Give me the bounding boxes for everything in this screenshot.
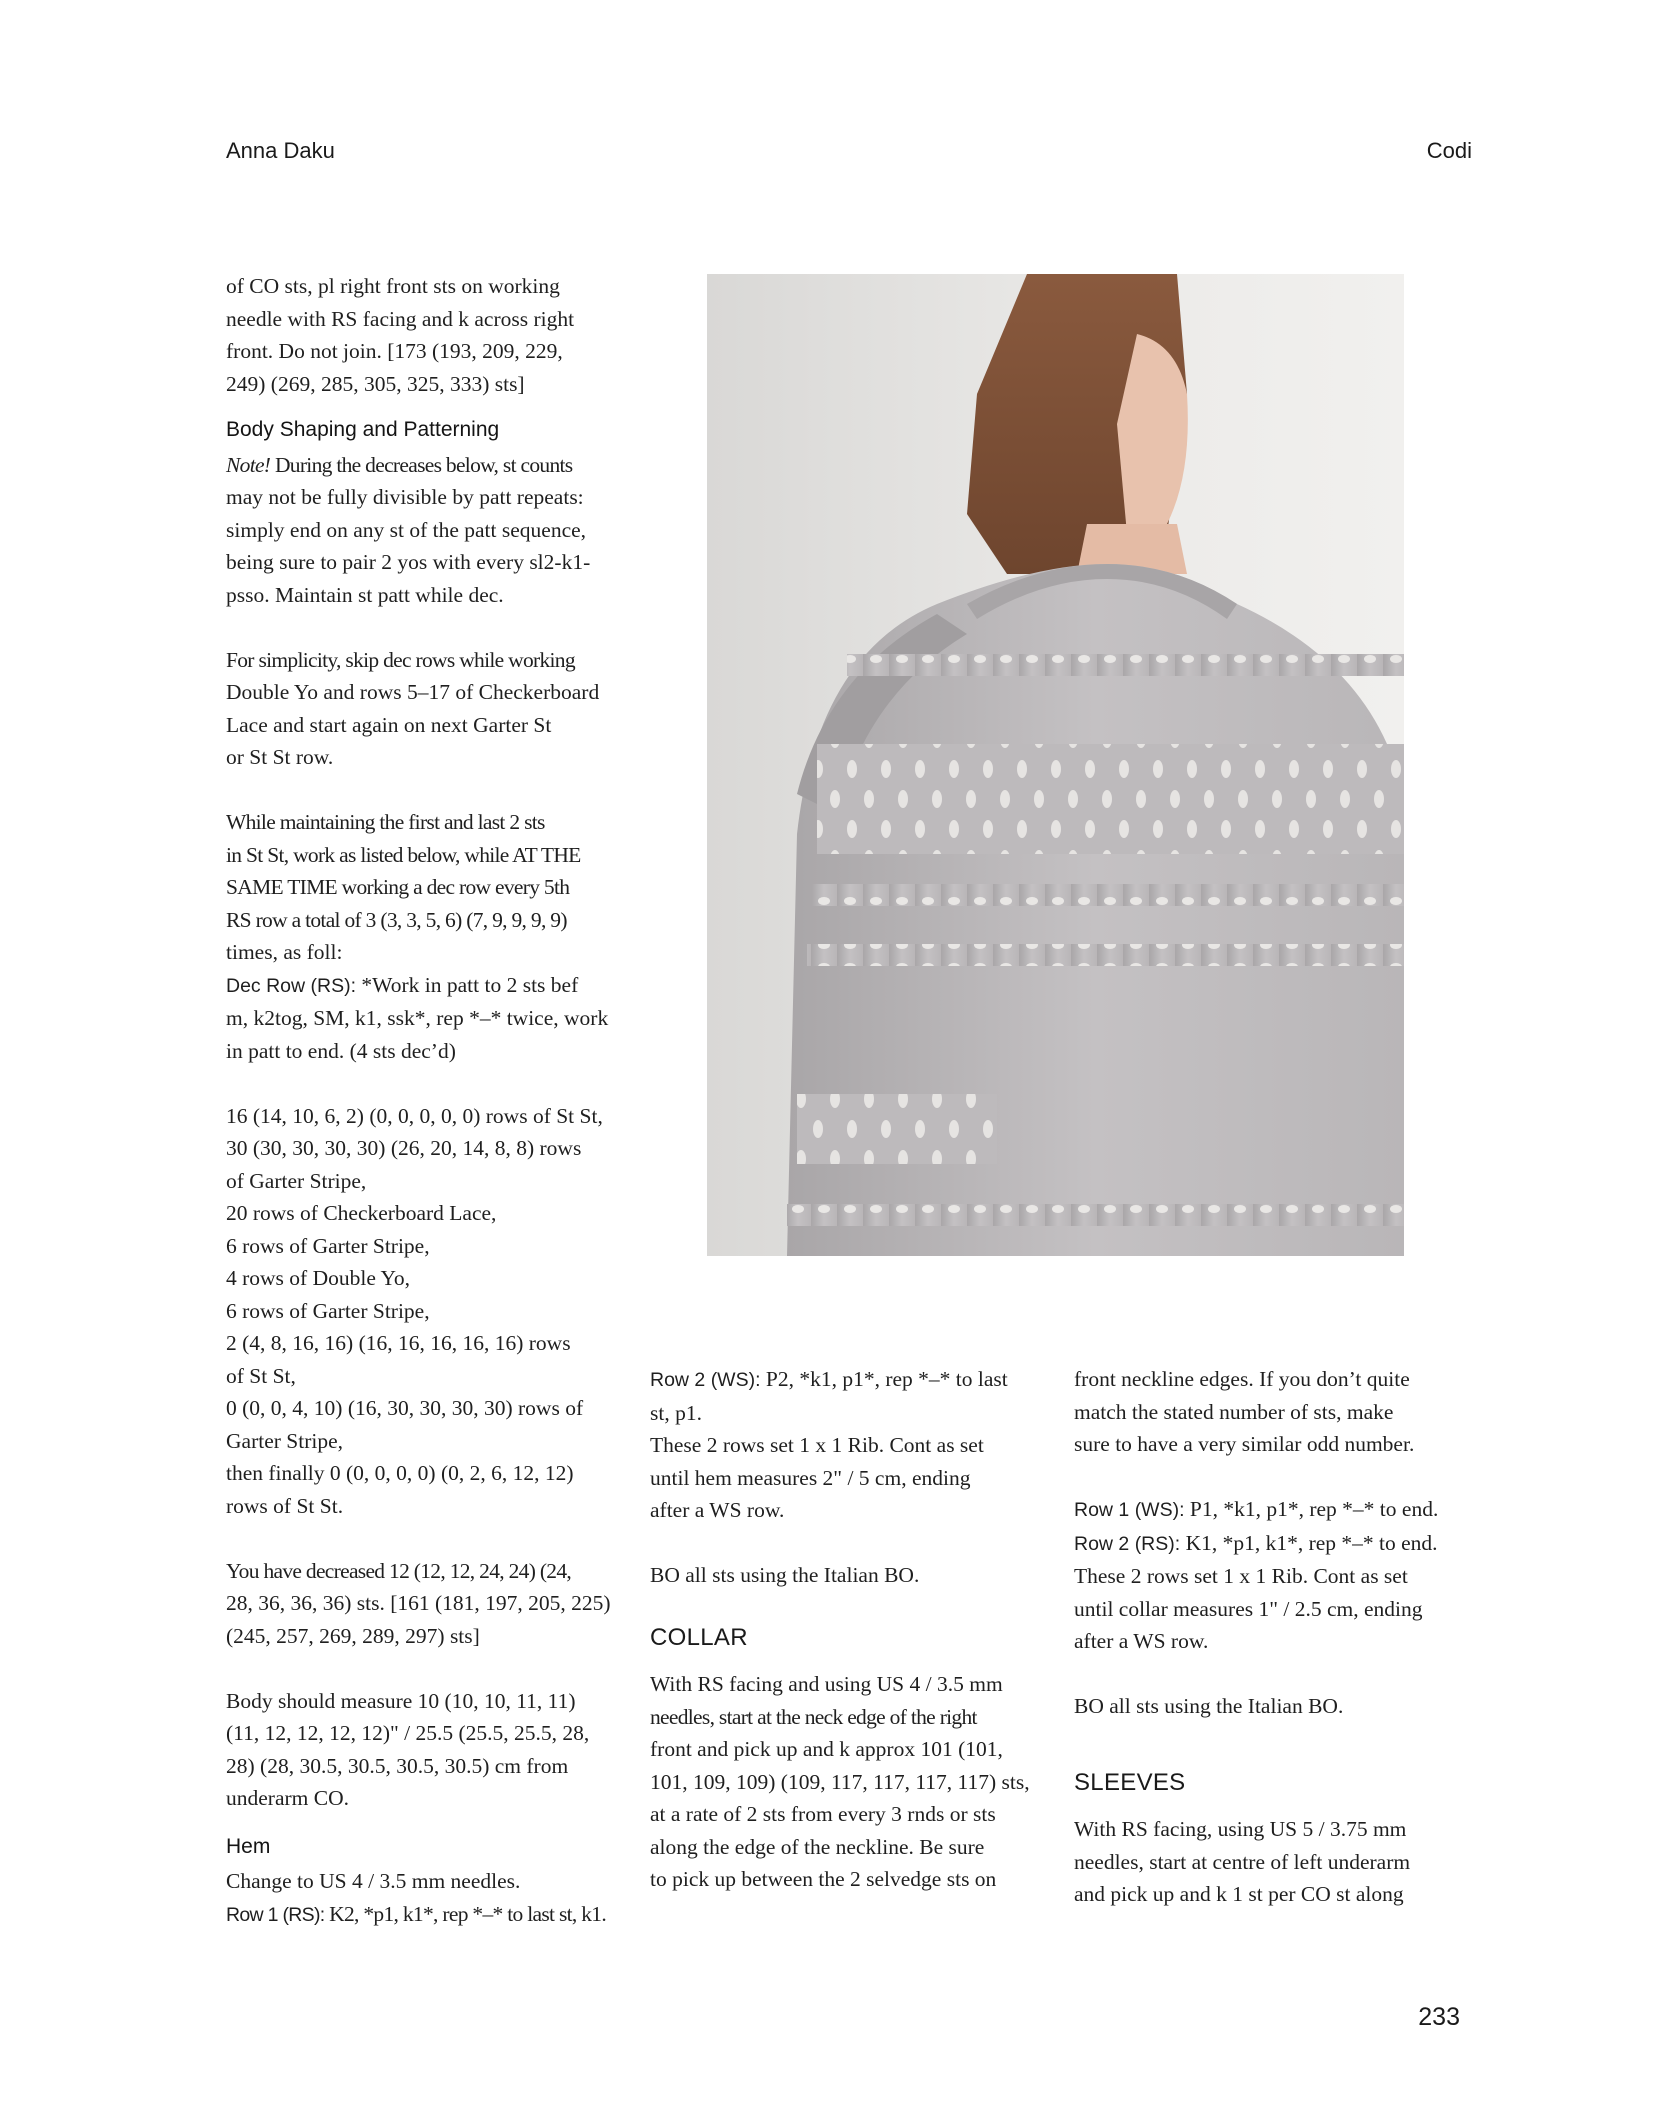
rows-list-line: 4 rows of Double Yo, bbox=[226, 1266, 410, 1290]
row2-line: until hem measures 2" / 5 cm, ending bbox=[650, 1465, 971, 1490]
collar-row2-text: K1, *p1, k1*, rep *–* to end. bbox=[1180, 1530, 1438, 1555]
rows-list-line: 16 (14, 10, 6, 2) (0, 0, 0, 0, 0) rows of St St, bbox=[226, 1103, 603, 1128]
collar-row1-text: P1, *k1, p1*, rep *–* to end. bbox=[1184, 1497, 1439, 1521]
rows-list-line: 20 rows of Checkerboard Lace, bbox=[226, 1201, 497, 1225]
rows-list-line: of St St, bbox=[226, 1363, 296, 1388]
column-3 bbox=[1074, 1363, 1469, 1911]
rows-list-line: 6 rows of Garter Stripe, bbox=[226, 1298, 430, 1323]
simplicity-line: Double Yo and rows 5–17 of Checkerboard bbox=[226, 680, 600, 704]
sleeves-line: With RS facing, using US 5 / 3.75 mm bbox=[1074, 1817, 1407, 1841]
collar-line: along the edge of the neckline. Be sure bbox=[650, 1834, 985, 1859]
collar-line: at a rate of 2 sts from every 3 rnds or sts bbox=[650, 1802, 996, 1826]
dec-row-line: m, k2tog, SM, k1, ssk*, rep *–* twice, work bbox=[226, 1006, 609, 1030]
maintaining-line: in St St, work as listed below, while AT THE bbox=[226, 842, 581, 867]
dec-row-label: Dec Row (RS): bbox=[226, 974, 357, 997]
intro-line: 249) (269, 285, 305, 325, 333) sts] bbox=[226, 371, 525, 396]
row2-line: after a WS row. bbox=[650, 1498, 785, 1522]
intro-line: of CO sts, pl right front sts on working bbox=[226, 274, 560, 298]
collar-heading: COLLAR bbox=[650, 1623, 748, 1651]
row2-line: These 2 rows set 1 x 1 Rib. Cont as set bbox=[650, 1433, 984, 1457]
hem-row1-label: Row 1 (RS): bbox=[226, 1903, 325, 1926]
collar-cont-line: front neckline edges. If you don’t quite bbox=[1074, 1367, 1410, 1391]
hem-row1-line bbox=[226, 1898, 616, 1932]
maintaining-line: SAME TIME working a dec row every 5th bbox=[226, 875, 570, 899]
dec-row-line bbox=[226, 969, 616, 1003]
collar-line: to pick up between the 2 selvedge sts on bbox=[650, 1867, 997, 1891]
hem-row1-text: K2, *p1, k1*, rep *–* to last st, k1. bbox=[324, 1901, 607, 1926]
collar-row2-line bbox=[1074, 1527, 1469, 1561]
simplicity-line: For simplicity, skip dec rows while working bbox=[226, 647, 575, 672]
collar-row1-label: Row 1 (WS): bbox=[1074, 1499, 1185, 1521]
bo-text: BO all sts using the Italian BO. bbox=[1074, 1694, 1344, 1718]
bo-text: BO all sts using the Italian BO. bbox=[650, 1563, 920, 1587]
note-line: may not be fully divisible by patt repeats: bbox=[226, 485, 584, 509]
dec-row-text: *Work in patt to 2 sts bef bbox=[356, 972, 579, 997]
collar-line: 101, 109, 109) (109, 117, 117, 117, 117) sts, bbox=[650, 1769, 1030, 1794]
page-number: 233 bbox=[1418, 2003, 1460, 2031]
row2-label: Row 2 (WS): bbox=[650, 1369, 761, 1391]
body-measure-line: underarm CO. bbox=[226, 1786, 349, 1810]
rows-list-line: Garter Stripe, bbox=[226, 1428, 344, 1453]
note-label: Note! bbox=[226, 452, 271, 477]
collar-row2-label: Row 2 (RS): bbox=[1074, 1532, 1181, 1555]
rib-line: after a WS row. bbox=[1074, 1629, 1209, 1653]
rib-line: These 2 rows set 1 x 1 Rib. Cont as set bbox=[1074, 1564, 1408, 1588]
note-line: psso. Maintain st patt while dec. bbox=[226, 582, 504, 607]
rows-list-line: 2 (4, 8, 16, 16) (16, 16, 16, 16, 16) rows bbox=[226, 1331, 571, 1355]
collar-row1-line bbox=[1074, 1493, 1469, 1527]
decreased-line: 28, 36, 36, 36) sts. [161 (181, 197, 205, 225) bbox=[226, 1591, 611, 1615]
simplicity-line: Lace and start again on next Garter St bbox=[226, 712, 552, 737]
maintaining-line: times, as foll: bbox=[226, 940, 343, 964]
hem-heading: Hem bbox=[226, 1834, 271, 1858]
sweater-photo bbox=[707, 274, 1404, 1256]
intro-line: needle with RS facing and k across right bbox=[226, 306, 575, 331]
intro-line: front. Do not join. [173 (193, 209, 229, bbox=[226, 339, 563, 363]
column-1 bbox=[226, 270, 616, 1931]
body-measure-line: 28) (28, 30.5, 30.5, 30.5, 30.5) cm from bbox=[226, 1753, 569, 1778]
rows-list-line: then finally 0 (0, 0, 0, 0) (0, 2, 6, 12, 12) bbox=[226, 1461, 574, 1485]
maintaining-line: While maintaining the first and last 2 sts bbox=[226, 810, 545, 834]
dec-row-line: in patt to end. (4 sts dec’d) bbox=[226, 1038, 456, 1063]
collar-cont-line: match the stated number of sts, make bbox=[1074, 1399, 1394, 1424]
collar-line: front and pick up and k approx 101 (101, bbox=[650, 1737, 1003, 1761]
rows-list-line: rows of St St. bbox=[226, 1493, 344, 1518]
sleeves-heading: SLEEVES bbox=[1074, 1768, 1186, 1796]
row2-line bbox=[650, 1363, 1045, 1397]
author-name: Anna Daku bbox=[226, 138, 335, 163]
body-measure-line: Body should measure 10 (10, 10, 11, 11) bbox=[226, 1688, 576, 1713]
note-text: During the decreases below, st counts bbox=[270, 452, 573, 477]
simplicity-line: or St St row. bbox=[226, 745, 334, 769]
pattern-name: Codi bbox=[1426, 138, 1472, 163]
row2-text: P2, *k1, p1*, rep *–* to last bbox=[760, 1367, 1008, 1391]
rows-list-line: 6 rows of Garter Stripe, bbox=[226, 1233, 430, 1258]
rows-list-line: 30 (30, 30, 30, 30) (26, 20, 14, 8, 8) rows bbox=[226, 1136, 582, 1160]
note-line: simply end on any st of the patt sequence, bbox=[226, 517, 587, 542]
rows-list-line: of Garter Stripe, bbox=[226, 1168, 367, 1193]
row2-line: st, p1. bbox=[650, 1400, 702, 1425]
sleeves-line: needles, start at centre of left underarm bbox=[1074, 1849, 1411, 1874]
decreased-line: (245, 257, 269, 289, 297) sts] bbox=[226, 1623, 480, 1648]
maintaining-line: RS row a total of 3 (3, 3, 5, 6) (7, 9, 9, 9, 9) bbox=[226, 907, 567, 932]
collar-line: needles, start at the neck edge of the right bbox=[650, 1704, 977, 1729]
decreased-line: You have decreased 12 (12, 12, 24, 24) (24, bbox=[226, 1558, 572, 1583]
rows-list-line: 0 (0, 0, 4, 10) (16, 30, 30, 30, 30) rows of bbox=[226, 1396, 584, 1420]
body-measure-line: (11, 12, 12, 12, 12)" / 25.5 (25.5, 25.5, 28, bbox=[226, 1721, 590, 1745]
note-line bbox=[226, 449, 616, 482]
body-shaping-heading: Body Shaping and Patterning bbox=[226, 418, 500, 441]
sleeves-line: and pick up and k 1 st per CO st along bbox=[1074, 1882, 1404, 1906]
collar-line: With RS facing and using US 4 / 3.5 mm bbox=[650, 1672, 1003, 1696]
rib-line: until collar measures 1" / 2.5 cm, ending bbox=[1074, 1596, 1423, 1621]
hem-text: Change to US 4 / 3.5 mm needles. bbox=[226, 1869, 521, 1893]
column-2 bbox=[650, 1363, 1045, 1896]
collar-cont-line: sure to have a very similar odd number. bbox=[1074, 1432, 1415, 1456]
note-line: being sure to pair 2 yos with every sl2-k1- bbox=[226, 550, 591, 574]
